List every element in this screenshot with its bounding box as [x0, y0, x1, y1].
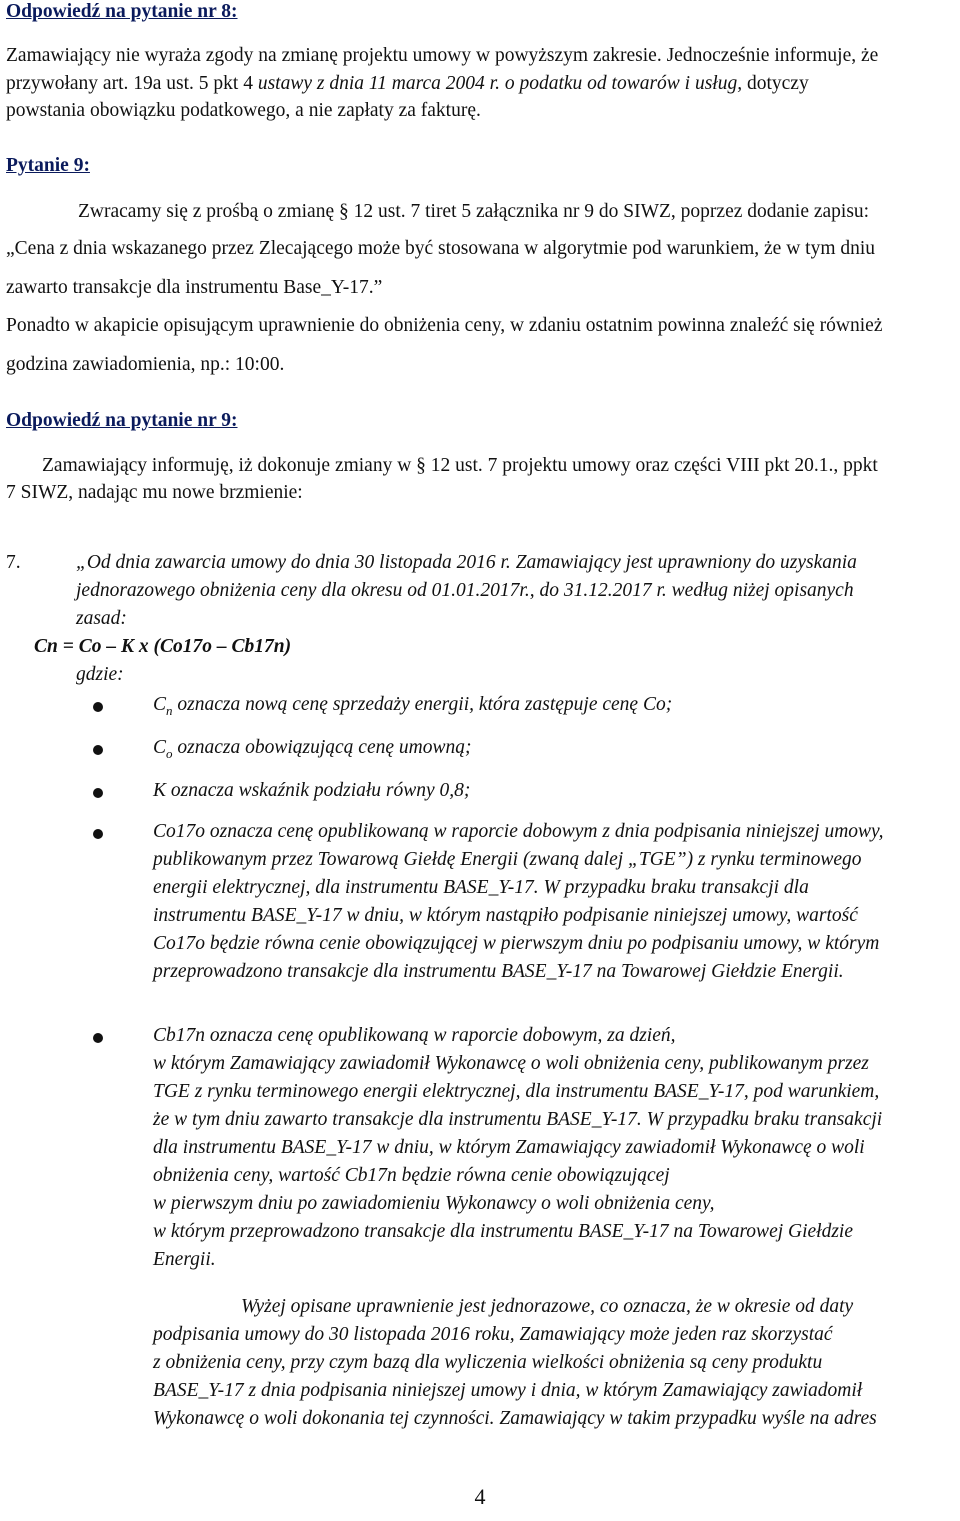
bullet-dot — [93, 745, 103, 755]
answer8-heading: Odpowiedź na pytanie nr 8: — [6, 1, 238, 22]
item7-line2: jednorazowego obniżenia ceny dla okresu od 01.01.2017r., do 31.12.2017 r. według niżej opisanych — [76, 580, 854, 601]
bullet1-text: oznacza nową cenę sprzedaży energii, która zastępuje cenę Co; — [172, 694, 673, 715]
question9-line3: zawarto transakcje dla instrumentu Base_Y-17.” — [6, 277, 383, 298]
answer8-line2 — [6, 72, 809, 96]
bullet4-line: energii elektrycznej, dla instrumentu BASE_Y-17. W przypadku braku transakcji dla — [153, 877, 809, 898]
closing-line: z obniżenia ceny, przy czym bazą dla wyliczenia wielkości obniżenia są ceny produktu — [153, 1352, 823, 1373]
closing-line: podpisania umowy do 30 listopada 2016 roku, Zamawiający może jeden raz skorzystać — [153, 1324, 833, 1345]
answer9-line2: 7 SIWZ, nadając mu nowe brzmienie: — [6, 482, 303, 503]
answer8-line2a: przywołany art. 19a ust. 5 pkt 4 — [6, 73, 258, 94]
item7-line1a: „Od dnia zawarcia umowy do dnia 30 listopada 2016 r. — [76, 552, 511, 573]
bullet-dot — [93, 702, 103, 712]
bullet5-line: Energii. — [153, 1249, 216, 1270]
question9-line1: Zwracamy się z prośbą o zmianę § 12 ust. 7 tiret 5 załącznika nr 9 do SIWZ, poprzez dodanie zapisu: — [78, 201, 870, 222]
bullet5-line: TGE z rynku terminowego energii elektrycznej, dla instrumentu BASE_Y-17, pod warunkiem, — [153, 1081, 880, 1102]
item7-line1 — [76, 551, 857, 575]
bullet5-line: w którym Zamawiający zawiadomił Wykonawcę o woli obniżenia ceny, publikowanym przez — [153, 1053, 869, 1074]
item7-where: gdzie: — [76, 664, 124, 685]
bullet4-line: Co17o będzie równa cenie obowiązującej w pierwszym dniu po podpisaniu umowy, w którym — [153, 933, 880, 954]
question9-line5: godzina zawiadomienia, np.: 10:00. — [6, 354, 285, 375]
bullet2-text: oznacza obowiązującą cenę umowną; — [172, 737, 472, 758]
answer8-line1: Zamawiający nie wyraża zgody na zmianę projektu umowy w powyższym zakresie. Jednocześnie informuje, że — [6, 45, 879, 66]
bullet5-line: że w tym dniu zawarto transakcje dla instrumentu BASE_Y-17. W przypadku braku transakcji — [153, 1109, 883, 1130]
bullet4-line: przeprowadzono transakcje dla instrumentu BASE_Y-17 na Towarowej Giełdzie Energii. — [153, 961, 844, 982]
bullet4-line: Co17o oznacza cenę opublikowaną w raporcie dobowym z dnia podpisania niniejszej umowy, — [153, 821, 884, 842]
bullet3: K oznacza wskaźnik podziału równy 0,8; — [153, 780, 471, 801]
bullet2-sym: C — [153, 737, 167, 758]
bullet5-line: Cb17n oznacza cenę opublikowaną w raporcie dobowym, za dzień, — [153, 1025, 676, 1046]
bullet1-sym: C — [153, 694, 167, 715]
page-number: 4 — [474, 1484, 486, 1509]
bullet4-line: instrumentu BASE_Y-17 w dniu, w którym nastąpiło podpisanie niniejszej umowy, wartość — [153, 905, 858, 926]
item7-number: 7. — [6, 552, 21, 573]
answer8-line2c: dotyczy — [742, 73, 809, 94]
question9-line2: „Cena z dnia wskazanego przez Zlecającego może być stosowana w algorytmie pod warunkiem, że w tym dniu — [6, 238, 876, 259]
bullet5-line: w którym przeprowadzono transakcje dla instrumentu BASE_Y-17 na Towarowej Giełdzie — [153, 1221, 854, 1242]
question9-heading: Pytanie 9: — [6, 155, 90, 176]
answer8-line3: powstania obowiązku podatkowego, a nie zapłaty za fakturę. — [6, 100, 481, 121]
bullet-dot — [93, 829, 103, 839]
answer9-heading: Odpowiedź na pytanie nr 9: — [6, 410, 238, 431]
closing-line: Wykonawcę o woli dokonania tej czynności. Zamawiający w takim przypadku wyśle na adres — [153, 1408, 877, 1429]
question9-line4: Ponadto w akapicie opisującym uprawnienie do obniżenia ceny, w zdaniu ostatnim powinna znaleźć się również — [6, 315, 883, 336]
bullet5-line: dla instrumentu BASE_Y-17 w dniu, w którym Zamawiający zawiadomił Wykonawcę o woli — [153, 1137, 865, 1158]
bullet-dot — [93, 788, 103, 798]
bullet5-line: obniżenia ceny, wartość Cb17n będzie równa cenie obowiązującej — [153, 1165, 670, 1186]
bullet2-sub: o — [166, 745, 173, 761]
closing-line: BASE_Y-17 z dnia podpisania niniejszej umowy i dnia, w którym Zamawiający zawiadomił — [153, 1380, 863, 1401]
answer8-line2b: ustawy z dnia 11 marca 2004 r. o podatku od towarów i usług, — [257, 73, 743, 94]
bullet1-sub: n — [166, 702, 173, 718]
item7-line3: zasad: — [76, 608, 127, 629]
bullet4-line: publikowanym przez Towarową Giełdę Energii (zwaną dalej „TGE”) z rynku terminowego — [153, 849, 862, 870]
closing-line: Wyżej opisane uprawnienie jest jednorazowe, co oznacza, że w okresie od daty — [241, 1296, 854, 1317]
answer9-line1: Zamawiający informuję, iż dokonuje zmiany w § 12 ust. 7 projektu umowy oraz części VIII pkt 20.1., ppkt — [42, 455, 878, 476]
item7-formula: Cn = Co – K x (Co17o – Cb17n) — [34, 636, 292, 657]
bullet-dot — [93, 1033, 103, 1043]
bullet5-line: w pierwszym dniu po zawiadomieniu Wykonawcy o woli obniżenia ceny, — [153, 1193, 715, 1214]
item7-line1b: Zamawiający jest uprawniony do uzyskania — [510, 552, 857, 573]
bullet1 — [153, 693, 672, 723]
bullet2 — [153, 736, 471, 766]
